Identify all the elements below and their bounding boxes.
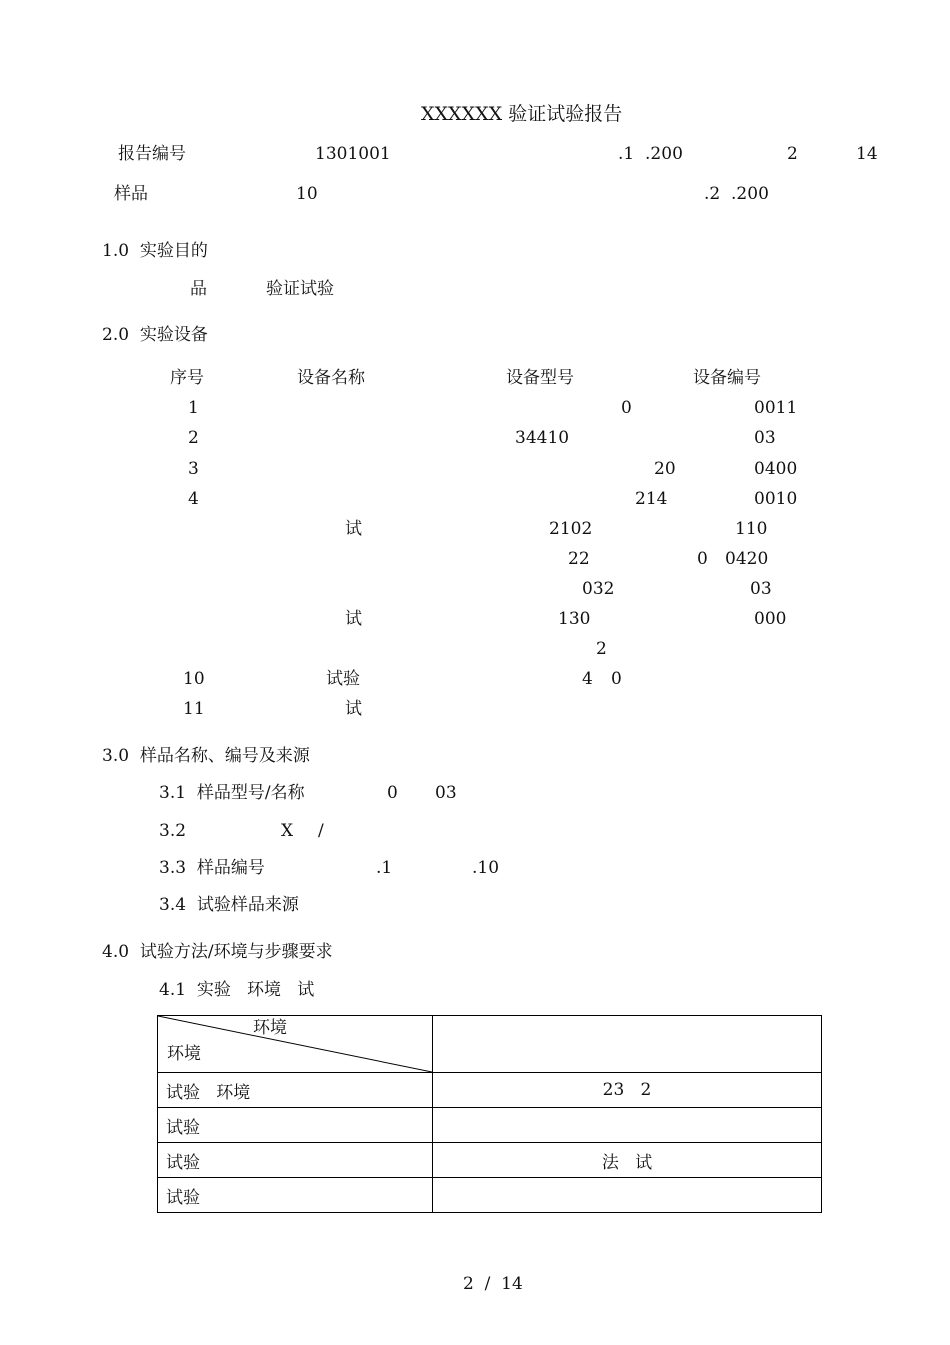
subsection-value: X	[281, 821, 294, 841]
table-row	[158, 1143, 822, 1178]
equipment-model: 4	[582, 669, 593, 689]
sample-quantity: 10	[296, 184, 318, 204]
sample-date: .2 .200	[704, 184, 769, 204]
equipment-name: 试	[345, 609, 362, 629]
section-heading: 2.0 实验设备	[102, 325, 208, 345]
subsection-value: .10	[472, 858, 500, 878]
table-cell-label: 试验	[158, 1108, 433, 1143]
diagonal-header-top: 环境	[253, 1018, 287, 1038]
table-cell-value: 23 2	[433, 1073, 822, 1108]
equipment-no: 11	[183, 699, 205, 719]
table-cell-value: 法 试	[433, 1143, 822, 1178]
equipment-id: 110	[735, 519, 768, 539]
table-cell-value	[433, 1108, 822, 1143]
equipment-id: 000	[754, 609, 787, 629]
diagonal-header-bottom: 环境	[167, 1044, 201, 1064]
report-number-label: 报告编号	[118, 144, 186, 164]
equipment-id: 0011	[754, 398, 798, 418]
table-cell-label: 试验	[158, 1143, 433, 1178]
table-header-row	[158, 1016, 822, 1073]
equipment-model: 0	[621, 398, 632, 418]
header-value: 2	[787, 144, 798, 164]
equipment-no: 3	[188, 459, 199, 479]
equipment-model: 0	[611, 669, 622, 689]
equipment-name: 试	[345, 519, 362, 539]
subsection-label: 3.3 样品编号	[159, 858, 265, 878]
section-heading: 4.0 试验方法/环境与步骤要求	[102, 942, 333, 962]
page-number: 2 / 14	[463, 1274, 523, 1294]
equipment-model: 20	[654, 459, 676, 479]
equipment-id: 03	[750, 579, 772, 599]
table-row	[158, 1073, 822, 1108]
report-date: .1 .200	[618, 144, 683, 164]
header-value: 14	[856, 144, 878, 164]
column-header: 设备型号	[506, 368, 574, 388]
equipment-extra: 0	[697, 549, 708, 569]
equipment-model: 032	[582, 579, 615, 599]
equipment-model: 34410	[515, 428, 570, 448]
subsection-label: 3.1 样品型号/名称	[159, 783, 305, 803]
equipment-model: 2102	[549, 519, 593, 539]
subsection-label: 3.2	[159, 821, 187, 841]
subsection-label: 3.4 试验样品来源	[159, 895, 299, 915]
diagonal-header-cell	[158, 1016, 433, 1073]
sample-label: 样品	[114, 184, 148, 204]
table-header-cell	[433, 1016, 822, 1073]
equipment-id: 0400	[754, 459, 798, 479]
section-heading: 1.0 实验目的	[102, 241, 208, 261]
section-heading: 3.0 样品名称、编号及来源	[102, 746, 310, 766]
subsection-label: 4.1 实验 环境 试	[159, 980, 315, 1000]
equipment-no: 2	[188, 428, 199, 448]
table-row	[158, 1108, 822, 1143]
subsection-value: .1	[376, 858, 393, 878]
equipment-model: 130	[558, 609, 591, 629]
equipment-no: 4	[188, 489, 199, 509]
table-cell-label: 试验	[158, 1178, 433, 1213]
column-header: 设备名称	[297, 368, 365, 388]
equipment-model: 214	[635, 489, 668, 509]
equipment-no: 1	[188, 398, 199, 418]
equipment-name: 试验	[326, 669, 360, 689]
equipment-id: 0010	[754, 489, 798, 509]
table-cell-label: 试验 环境	[158, 1073, 433, 1108]
table-cell-value	[433, 1178, 822, 1213]
environment-table	[157, 1015, 822, 1213]
section-body: 品	[190, 279, 207, 299]
subsection-value: /	[318, 821, 324, 841]
table-row	[158, 1178, 822, 1213]
subsection-value: 03	[435, 783, 457, 803]
report-number: 1301001	[315, 144, 391, 164]
equipment-id: 03	[754, 428, 776, 448]
equipment-model: 22	[568, 549, 590, 569]
equipment-name: 试	[345, 699, 362, 719]
equipment-model: 2	[596, 639, 607, 659]
column-header: 设备编号	[693, 368, 761, 388]
column-header: 序号	[170, 368, 204, 388]
subsection-value: 0	[387, 783, 398, 803]
report-title: XXXXXX 验证试验报告	[421, 103, 623, 125]
equipment-id: 0420	[725, 549, 769, 569]
section-body: 验证试验	[266, 279, 334, 299]
equipment-no: 10	[183, 669, 205, 689]
